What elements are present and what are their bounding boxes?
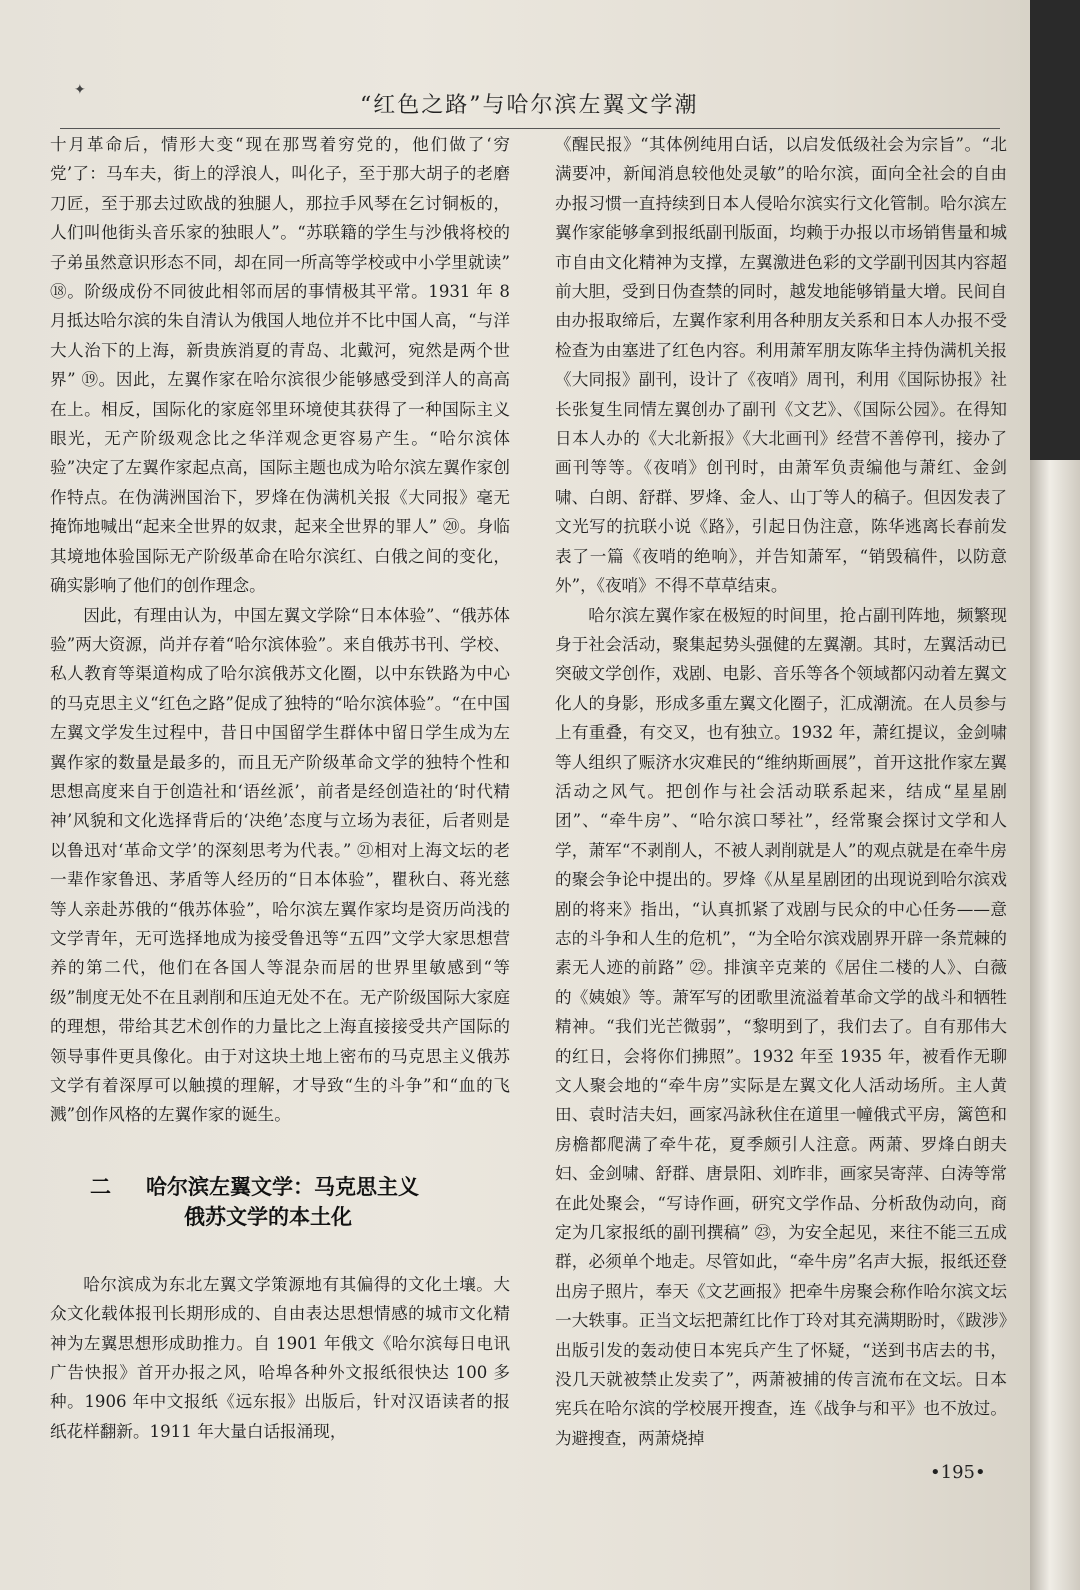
running-header-title: “红色之路”与哈尔滨左翼文学潮 — [360, 93, 699, 118]
left-paragraph-3: 哈尔滨成为东北左翼文学策源地有其偏得的文化土壤。大众文化载体报刊长期形成的、自由表达思想情感的城市文化精神为左翼思想形成助推力。自 1901 年俄文《哈尔滨每日电讯广告快报》首开办报之风，哈埠各种外文报纸很快达 100 多种。1906 年中文报纸《远东报》出版后，针对汉语读者的报纸花样翻新。1911 年大量白话报涌现， — [50, 1274, 510, 1441]
adjacent-page-edge — [1030, 460, 1080, 1590]
right-paragraph-1: 《醒民报》“其体例纯用白话，以启发低级社会为宗旨”。“北满要冲，新闻消息较他处灵敏”的哈尔滨，面向全社会的自由办报习惯一直持续到日本人侵哈尔滨实行文化管制。哈尔滨左翼作家能够拿到报纸副刊版面，均赖于办报以市场销售量和城市自由文化精神为支撑，左翼激进色彩的文学副刊因其内容超前大胆，受到日伪查禁的同时，越发地能够销量大增。民间自由办报取缔后，左翼作家利用各种朋友关系和日本人办报不受检查为由塞进了红色内容。利用萧军朋友陈华主持伪满机关报《大同报》副刊，设计了《夜哨》周刊，利用《国际协报》社长张复生同情左翼创办了副刊《文艺》、《国际公园》。在得知日本人办的《大北新报》《大北画刊》经营不善停刊，接办了画刊等等。《夜哨》创刊时，由萧军负责编他与萧红、金剑啸、白朗、舒群、罗烽、金人、山丁等人的稿子。但因发表了文光写的抗联小说《路》，引起日伪注意，陈华逃离长春前发表了一篇《夜哨的绝响》，并告知萧军，“销毁稿件，以防意外”，《夜哨》不得不草草结束。 — [555, 135, 1007, 596]
left-column — [50, 130, 510, 1446]
section-heading — [50, 1172, 510, 1232]
left-paragraph-2: 因此，有理由认为，中国左翼文学除“日本体验”、“俄苏体验”两大资源，尚并存着“哈尔滨体验”。来自俄苏书刊、学校、私人教育等渠道构成了哈尔滨俄苏文化圈，以中东铁路为中心的马克思主义“红色之路”促成了独特的“哈尔滨体验”。“在中国左翼文学发生过程中，昔日中国留学生群体中留日学生成为左翼作家的数量是最多的，而且无产阶级革命文学的独特个性和思想高度来自于创造社和‘语丝派’，前者是经创造社的‘时代精神’风貌和文化选择背后的‘决绝’态度与立场为表征，后者则是以鲁迅对‘革命文学’的深刻思考为代表。” ㉑相对上海文坛的老一辈作家鲁迅、茅盾等人经历的“日本体验”，瞿秋白、蒋光慈等人亲赴苏俄的“俄苏体验”，哈尔滨左翼作家均是资历尚浅的文学青年，无可选择地成为接受鲁迅等“五四”文学大家思想营养的第二代，他们在各国人等混杂而居的世界里敏感到“等级”制度无处不在且剥削和压迫无处不在。无产阶级国际大家庭的理想，带给其艺术创作的力量比之上海直接接受共产国际的领导事件更具像化。由于对这块土地上密布的马克思主义俄苏文学有着深厚可以触摸的理解，才导致“生的斗争”和“血的飞溅”创作风格的左翼作家的诞生。 — [50, 605, 510, 1125]
left-paragraph-1: 十月革命后，情形大变“现在那骂着穷党的，他们做了‘穷党’了：马车夫，街上的浮浪人，叫化子，至于那大胡子的老磨刀匠，至于那去过欧战的独腿人，那拉手风琴在乞讨铜板的，人们叫他街头音乐家的独眼人”。“苏联籍的学生与沙俄将校的子弟虽然意识形态不同，却在同一所高等学校或中小学里就读” ⑱。阶级成份不同彼此相邻而居的事情极其平常。1931 年 8 月抵达哈尔滨的朱自清认为俄国人地位并不比中国人高，“与洋大人治下的上海，新贵族消夏的青岛、北戴河，宛然是两个世界” ⑲。因此，左翼作家在哈尔滨很少能够感受到洋人的高高在上。相反，国际化的家庭邻里环境使其获得了一种国际主义眼光，无产阶级观念比之华洋观念更容易产生。“哈尔滨体验”决定了左翼作家起点高，国际主题也成为哈尔滨左翼作家创作特点。在伪满洲国治下，罗烽在伪满机关报《大同报》毫无掩饰地喊出“起来全世界的奴隶，起来全世界的罪人” ⑳。身临其境地体验国际无产阶级革命在哈尔滨红、白俄之间的变化，确实影响了他们的创作理念。 — [50, 135, 510, 596]
right-column — [555, 130, 1007, 1453]
right-paragraph-2: 哈尔滨左翼作家在极短的时间里，抢占副刊阵地，频繁现身于社会活动，聚集起势头强健的左翼潮。其时，左翼活动已突破文学创作，戏剧、电影、音乐等各个领域都闪动着左翼文化人的身影，形成多重左翼文化圈子，汇成潮流。在人员参与上有重叠，有交叉，也有独立。1932 年，萧红提议，金剑啸等人组织了赈济水灾难民的“维纳斯画展”，首开这批作家左翼活动之风气。把创作与社会活动联系起来，结成“星星剧团”、“牵牛房”、“哈尔滨口琴社”，经常聚会探讨文学和人学，萧军“不剥削人，不被人剥削就是人”的观点就是在牵牛房的聚会争论中提出的。罗烽《从星星剧团的出现说到哈尔滨戏剧的将来》指出，“认真抓紧了戏剧与民众的中心任务——意志的斗争和人生的危机”，“为全哈尔滨戏剧界开辟一条荒棘的素无人迹的前路” ㉒。排演辛克莱的《居住二楼的人》、白薇的《姨娘》等。萧军写的团歌里流溢着革命文学的战斗和牺牲精神。“我们光芒微弱”，“黎明到了，我们去了。自有那伟大的红日，会将你们拂照”。1932 年至 1935 年，被看作无聊文人聚会地的“牵牛房”实际是左翼文化人活动场所。主人黄田、袁时洁夫妇，画家冯詠秋住在道里一幢俄式平房，篱笆和房檐都爬满了牵牛花，夏季颇引人注意。两萧、罗烽白朗夫妇、金剑啸、舒群、唐景阳、刘昨非，画家吴寄萍、白涛等常在此处聚会，“写诗作画，研究文学作品、分析敌伪动向，商定为几家报纸的副刊撰稿” ㉓，为安全起见，来往不能三五成群，必须单个地走。尽管如此，“牵牛房”名声大振，报纸还登出房子照片，奉天《文艺画报》把牵牛房聚会称作哈尔滨文坛一大轶事。正当文坛把萧红比作丁玲对其充满期盼时，《跋涉》出版引发的轰动使日本宪兵产生了怀疑，“送到书店去的书，没几天就被禁止发卖了”，两萧被捕的传言流布在文坛。日本宪兵在哈尔滨的学校展开搜查，连《战争与和平》也不放过。为避搜查，两萧烧掉 — [555, 605, 1007, 1448]
page-number: •195• — [930, 1462, 986, 1483]
section-title-line-2: 俄苏文学的本土化 — [184, 1204, 352, 1229]
section-number: 二 — [90, 1174, 111, 1199]
header-ornament-icon: ✦ — [74, 82, 86, 98]
header-rule — [60, 128, 1000, 129]
running-header — [60, 80, 1000, 130]
section-title-line-1: 哈尔滨左翼文学：马克思主义 — [146, 1174, 419, 1199]
